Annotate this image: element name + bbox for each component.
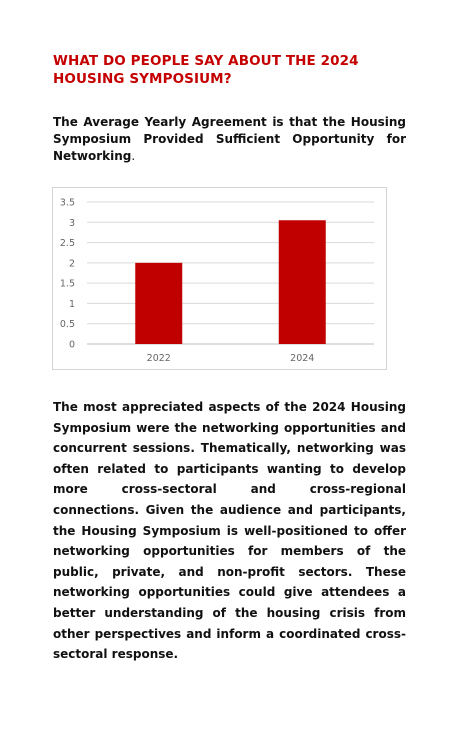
bar-2024 <box>279 220 326 344</box>
section-heading: WHAT DO PEOPLE SAY ABOUT THE 2024 HOUSING SYMPOSIUM? <box>53 53 359 87</box>
y-tick-label: 3.5 <box>59 197 75 209</box>
y-tick-label: 1 <box>68 298 75 310</box>
y-tick-label: 0 <box>68 339 75 351</box>
chart-y-ticks <box>60 198 75 351</box>
bar-chart-svg <box>53 188 386 369</box>
body-paragraph: The most appreciated aspects of the 2024 Housing Symposium were the networking opportunities and concurrent sessions. Thematically, networking was often related to participants wanting to develop more cross-sectoral and cross-regional connections. Given the audience and participants, the Housing Symposium is well-positioned to offer networking opportunities for members of the public, private, and non-profit sectors. These networking opportunities could give attendees a better understanding of the housing crisis from other perspectives and inform a coordinated cross-sectoral response. <box>53 400 406 662</box>
chart-x-ticks <box>147 353 315 364</box>
intro-period: . <box>131 149 136 163</box>
intro-statement <box>53 114 406 165</box>
y-tick-label: 3 <box>68 217 75 229</box>
chart-bars <box>135 220 326 344</box>
y-tick-label: 2 <box>68 258 75 270</box>
chart-gridlines <box>87 202 374 344</box>
bar-chart <box>52 187 387 370</box>
y-tick-label: 2.5 <box>59 238 75 250</box>
intro-text: The Average Yearly Agreement is that the Housing Symposium Provided Sufficient Opportunity for Networking <box>53 115 406 163</box>
x-tick-label: 2024 <box>290 353 315 364</box>
x-tick-label: 2022 <box>146 353 171 364</box>
y-tick-label: 0.5 <box>59 319 75 331</box>
y-tick-label: 1.5 <box>59 278 75 290</box>
bar-2022 <box>135 263 182 344</box>
